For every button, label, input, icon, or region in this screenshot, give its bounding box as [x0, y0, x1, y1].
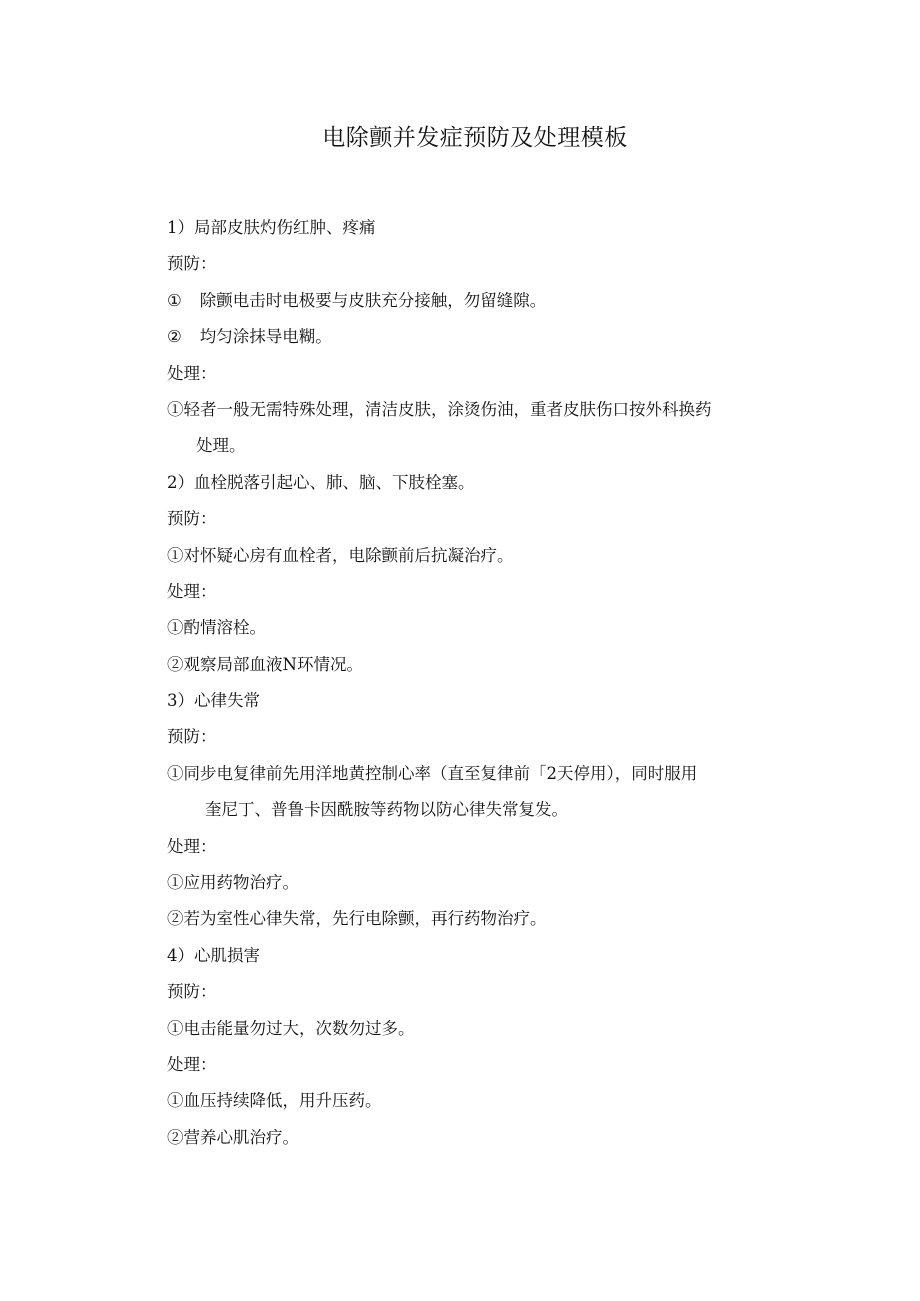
prevention-label: 预防：	[167, 254, 217, 274]
item-continuation: 处理。	[196, 436, 246, 456]
treatment-item: ②观察局部血液N环情况。	[167, 654, 363, 674]
treatment-item: ②若为室性心律失常，先行电除颤，再行药物治疗。	[167, 909, 547, 929]
prevention-item	[167, 327, 792, 347]
section-heading: 1）局部皮肤灼伤红肿、疼痛	[167, 218, 376, 237]
treatment-item: ①酌情溶栓。	[167, 618, 266, 638]
prevention-label: 预防：	[167, 982, 217, 1002]
item-continuation: 奎尼丁、普鲁卡因酰胺等药物以防心律失常复发。	[205, 800, 568, 820]
section-heading: 4）心肌损害	[167, 945, 260, 965]
treatment-item	[167, 400, 792, 456]
treatment-item: ①应用药物治疗。	[167, 873, 299, 893]
treatment-item: ②营养心肌治疗。	[167, 1127, 299, 1147]
document-body	[167, 218, 792, 1164]
treatment-label: 处理：	[167, 363, 217, 383]
prevention-label: 预防：	[167, 509, 217, 529]
item-marker: ①	[167, 290, 182, 310]
treatment-label: 处理：	[167, 836, 217, 856]
treatment-label: 处理：	[167, 1054, 217, 1074]
item-text: ①同步电复律前先用洋地黄控制心率（直至复律前「2天停用），同时服用	[167, 763, 698, 783]
prevention-item: ①电击能量勿过大，次数勿过多。	[167, 1018, 415, 1038]
document-title: 电除颤并发症预防及处理模板	[322, 125, 628, 151]
prevention-item	[167, 764, 792, 820]
item-text: 除颤电击时电极要与皮肤充分接触，勿留缝隙。	[199, 290, 547, 310]
prevention-item: ①对怀疑心房有血栓者，电除颤前后抗凝治疗。	[167, 545, 514, 565]
prevention-item	[167, 291, 792, 311]
item-marker: ②	[167, 327, 182, 347]
section-heading: 2）血栓脱落引起心、肺、脑、下肢栓塞。	[167, 472, 475, 492]
treatment-label: 处理：	[167, 581, 217, 601]
item-text: 均匀涂抹导电糊。	[199, 327, 332, 347]
section-heading: 3）心律失常	[167, 691, 260, 711]
treatment-item: ①血压持续降低，用升压药。	[167, 1091, 382, 1111]
item-text: ①轻者一般无需特殊处理，清洁皮肤，涂烫伤油，重者皮肤伤口按外科换药	[167, 399, 712, 419]
prevention-label: 预防：	[167, 727, 217, 747]
